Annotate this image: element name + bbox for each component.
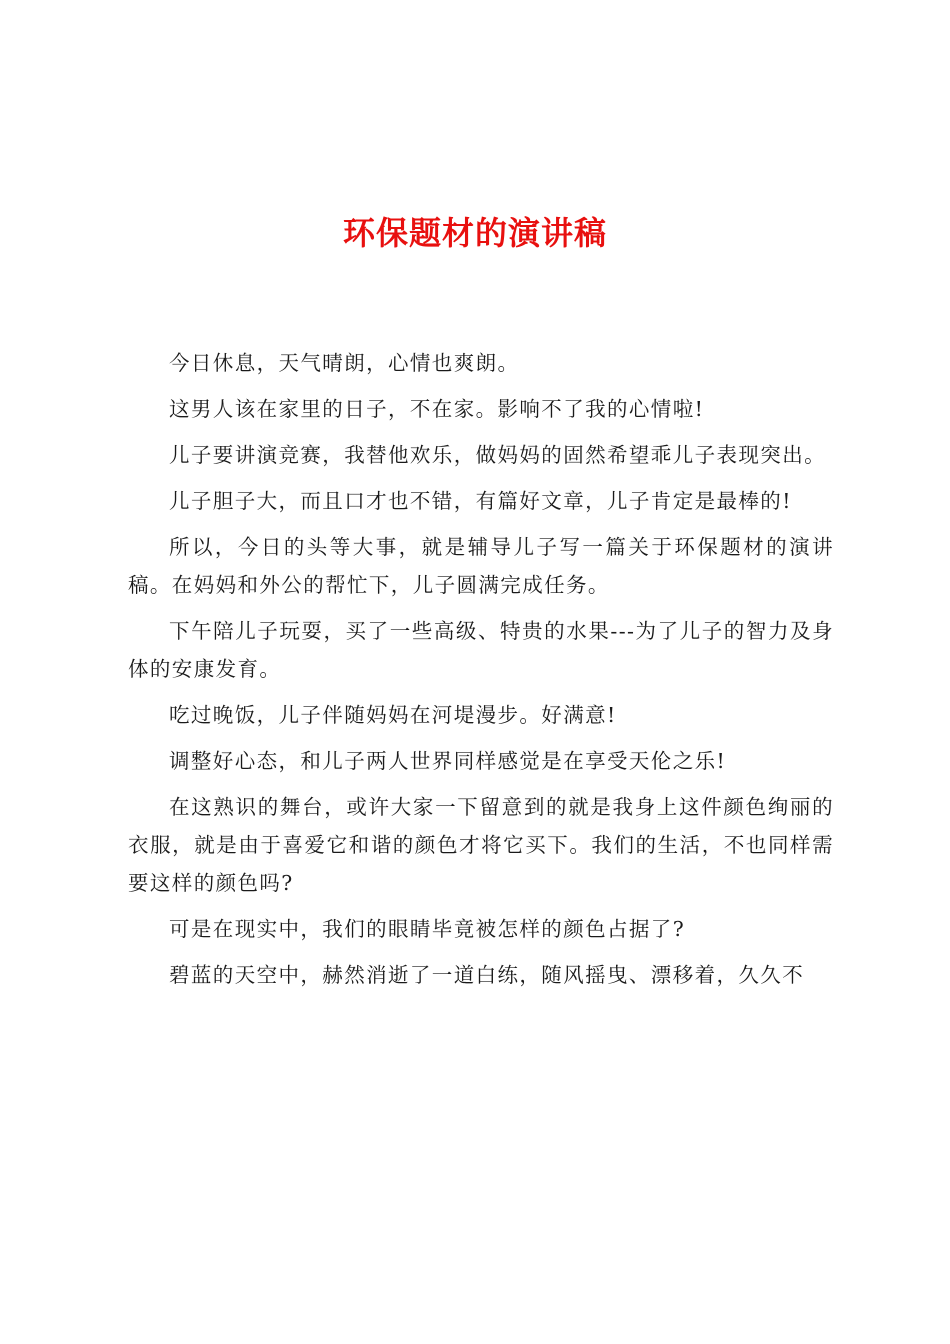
paragraph: 下午陪儿子玩耍，买了一些高级、特贵的水果---为了儿子的智力及身体的安康发育。 [128, 619, 834, 681]
document-title: 环保题材的演讲稿 [342, 214, 607, 252]
document-body [128, 344, 834, 1002]
paragraph: 儿子要讲演竞赛，我替他欢乐，做妈妈的固然希望乖儿子表现突出。 [169, 443, 826, 467]
paragraph: 儿子胆子大，而且口才也不错，有篇好文章，儿子肯定是最棒的! [169, 489, 792, 513]
paragraph: 这男人该在家里的日子，不在家。影响不了我的心情啦! [169, 397, 705, 421]
paragraph: 碧蓝的天空中，赫然消逝了一道白练，随风摇曳、漂移着，久久不 [169, 963, 805, 987]
paragraph: 在这熟识的舞台，或许大家一下留意到的就是我身上这件颜色绚丽的衣服，就是由于喜爱它和谐的颜色才将它买下。我们的生活，不也同样需要这样的颜色吗? [128, 795, 834, 895]
paragraph: 今日休息，天气晴朗，心情也爽朗。 [169, 351, 520, 375]
paragraph: 可是在现实中，我们的眼睛毕竟被怎样的颜色占据了? [169, 917, 686, 941]
paragraph: 所以，今日的头等大事，就是辅导儿子写一篇关于环保题材的演讲稿。在妈妈和外公的帮忙下，儿子圆满完成任务。 [128, 535, 834, 597]
paragraph: 调整好心态，和儿子两人世界同样感觉是在享受天伦之乐! [169, 749, 727, 773]
paragraph: 吃过晚饭，儿子伴随妈妈在河堤漫步。好满意! [169, 703, 617, 727]
